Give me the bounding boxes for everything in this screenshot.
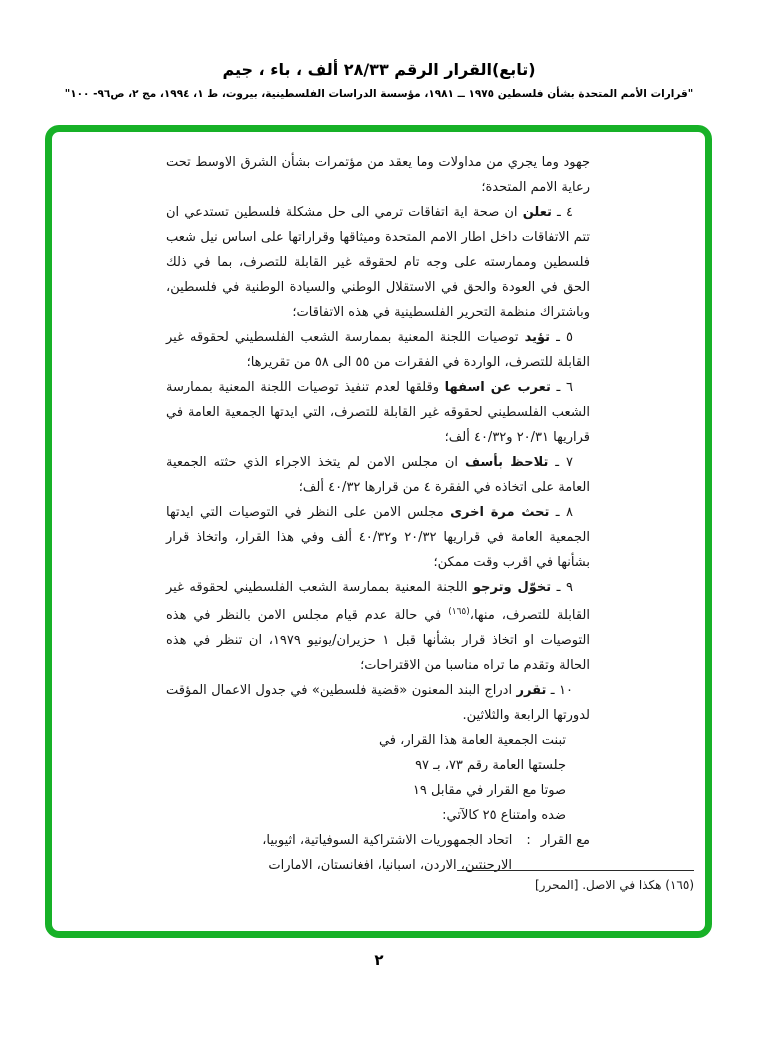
- clause-7-number: ٧ ـ: [548, 455, 573, 470]
- clause-8-number: ٨ ـ: [549, 505, 573, 520]
- clause-6: [166, 375, 590, 450]
- clause-5: [166, 325, 590, 375]
- paragraph-continuation: [166, 150, 590, 200]
- clause-7-text: ان مجلس الامن لم يتخذ الاجراء الذي حثته الجمعية العامة على اتخاذه في الفقرة ٤ من قرارها ٤٠/٣٢ ألف؛: [166, 455, 590, 495]
- clause-6-number: ٦ ـ: [550, 380, 574, 395]
- clause-6-verb: تعرب عن اسفها: [444, 380, 551, 395]
- footnote-text: (١٦٥) هكذا في الاصل. [المحرر]: [534, 878, 694, 892]
- clause-8-verb: تحث مرة اخرى: [450, 505, 550, 520]
- vote-with-line: [166, 828, 590, 853]
- source-citation: "قرارات الأمم المتحدة بشأن فلسطين ١٩٧٥ ــ ١٩٨١، مؤسسة الدراسات الفلسطينية، بيروت، ط ١، ١٩٩٤، مج ٢، ص٩٦- ١٠٠": [64, 88, 694, 100]
- vote-with-label: مع القرار: [540, 833, 590, 848]
- adoption-line: ضده وامتناع ٢٥ كالآتي:: [442, 808, 566, 823]
- clause-8-text: مجلس الامن على النظر في التوصيات التي ايدتها الجمعية العامة في قراريها ٢٠/٣٢ و٤٠/٣٢ ألف وفي هذا القرار، واتخاذ قرار بشأنها في اقرب وقت ممكن؛: [166, 505, 591, 570]
- adoption-line: تبنت الجمعية العامة هذا القرار، في: [378, 733, 566, 748]
- clause-7-verb: تلاحظ بأسف: [464, 455, 549, 470]
- clause-5-text: توصيات اللجنة المعنية بممارسة الشعب الفلسطيني لحقوقه غير القابلة للتصرف، الواردة في الفقرات من ٥٥ الى ٥٨ من تقريرها؛: [166, 330, 590, 370]
- clause-9-number: ٩ ـ: [551, 580, 573, 595]
- continuation-text: جهود وما يجري من مداولات وما يعقد من مؤتمرات بشأن الشرق الاوسط تحت رعاية الامم المتحدة؛: [166, 155, 590, 195]
- page-header: [0, 60, 758, 100]
- clause-10-number: ١٠ ـ: [546, 683, 574, 698]
- adoption-line: صوتا مع القرار في مقابل ١٩: [412, 783, 566, 798]
- vote-with-countries-2: الارجنتين، الاردن، اسبانيا، افغانستان، الامارات: [268, 858, 512, 873]
- clause-6-text: وقلقها لعدم تنفيذ توصيات اللجنة المعنية بممارسة الشعب الفلسطيني لحقوقه غير القابلة للتصرف، التي ايدتها الجمعية العامة في قراريها ٢٠/٣١ و٤٠/٣٢ ألف؛: [166, 380, 590, 445]
- adoption-line: جلستها العامة رقم ٧٣، بـ ٩٧: [415, 758, 566, 773]
- clause-4: [166, 200, 590, 325]
- clause-8: [166, 500, 590, 575]
- vote-with-countries-1: اتحاد الجمهوريات الاشتراكية السوفياتية، اثيوبيا،: [262, 833, 513, 848]
- clause-4-number: ٤ ـ: [551, 205, 573, 220]
- clause-9-verb: تخوّل وترجو: [473, 580, 552, 595]
- clause-7: [166, 450, 590, 500]
- vote-with-colon: :: [526, 833, 531, 848]
- clause-4-verb: تعلن: [522, 205, 552, 220]
- adoption-note: [166, 728, 566, 828]
- clause-5-verb: تؤيد: [524, 330, 551, 345]
- footnote-reference-165: (١٦٥): [448, 607, 470, 617]
- clause-9: [166, 575, 590, 678]
- resolution-body: [166, 150, 590, 878]
- clause-10-text: ادراج البند المعنون «قضية فلسطين» في جدول الاعمال المؤقت لدورتها الرابعة والثلاثين.: [166, 683, 590, 723]
- clause-5-number: ٥ ـ: [550, 330, 573, 345]
- resolution-title: (تابع)القرار الرقم ٢٨/٣٣ ألف ، باء ، جيم: [222, 60, 536, 79]
- clause-9-text-b: في حالة عدم قيام مجلس الامن بالنظر في هذه التوصيات او اتخاذ قرار بشأنها قبل ١ حزيران/يونيو ١٩٧٩، ان تنظر في هذه الحالة وتقدم ما تراه مناسبا من الاقتراحات؛: [166, 608, 590, 673]
- footnote-separator: [457, 870, 694, 871]
- clause-4-text: ان صحة اية اتفاقات ترمي الى حل مشكلة فلسطين تستدعي ان تتم الاتفاقات داخل اطار الامم المتحدة وميثاقها وقراراتها على اساس نيل شعب فلسطين وممارسته على وجه تام لحقوقه غير القابلة للتصرف، بما في ذلك الحق في العودة والحق في الاستقلال الوطني والسيادة الوطنية في فلسطين، وباشتراك منظمة التحرير الفلسطينية في هذه الاتفاقات؛: [166, 205, 590, 320]
- clause-9-text-a: اللجنة المعنية بممارسة الشعب الفلسطيني لحقوقه غير القابلة للتصرف، منها،: [166, 580, 590, 623]
- clause-10-verb: تقرر: [516, 683, 547, 698]
- clause-10: [166, 678, 590, 728]
- footnote-block: [454, 870, 694, 892]
- page-number: ٢: [374, 951, 384, 969]
